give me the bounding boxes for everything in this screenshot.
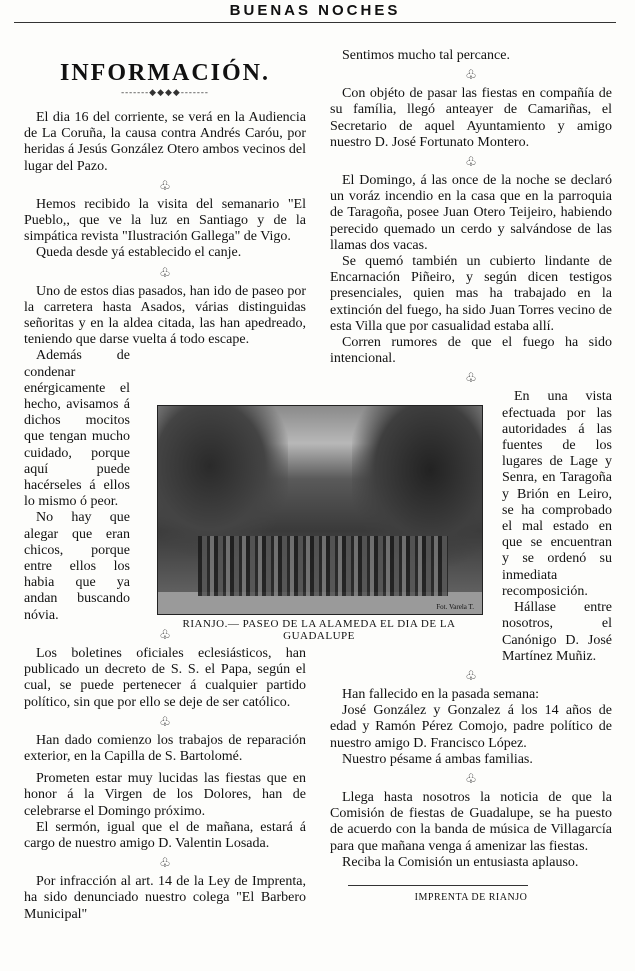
heading-divider: -------◆◆◆◆------- bbox=[121, 87, 209, 97]
ornament-icon: ♧ bbox=[159, 177, 171, 193]
ornament-icon: ♧ bbox=[465, 154, 477, 170]
ornament-icon: ♧ bbox=[159, 713, 171, 729]
section-heading: INFORMACIÓN. bbox=[60, 60, 270, 86]
news-item: No hay que alegar que eran chicos, porque entre ellos los habia que ya andan buscando nóvia. bbox=[24, 510, 130, 623]
news-item: El Domingo, á las once de la noche se declaró un voráz incendio en la casa que en la parroquia de Taragoña, posee Juan Otero Teijeiro, habiendo perecido quemado un cerdo y salvándose de las llamas dos vacas. bbox=[330, 173, 612, 253]
newspaper-title: BUENAS NOCHES bbox=[229, 2, 401, 19]
news-item: En una vista efectuada por las autoridades á las fuentes de los lugares de Lage y Senra, en Taragoña y Brión en Leiro, se ha comprobado el mal estado en que se encuentran y se ordenó su inmediata recomposición. bbox=[502, 389, 612, 599]
footer-rule bbox=[348, 885, 528, 886]
photo-caption: RIANJO.— PASEO DE LA ALAMEDA EL DIA DE LA GUADALUPE bbox=[182, 618, 456, 642]
news-item: Hállase entre nosotros, el Canónigo D. José Martínez Muñiz. bbox=[502, 600, 612, 664]
news-item: Sentimos mucho tal percance. bbox=[342, 48, 510, 63]
photo-trees-left bbox=[158, 406, 288, 556]
news-item: Han fallecido en la pasada semana: bbox=[342, 686, 540, 702]
news-item: Además de condenar enérgicamente el hecho, avisamos á dichos mocitos que tengan mucho cuidado, porque aquí puede hacérseles á ellos lo mismo ó peor. bbox=[24, 348, 130, 510]
news-item: Nuestro pésame á ambas familias. bbox=[342, 751, 533, 767]
photo-credit: Fot. Varela T. bbox=[436, 603, 474, 611]
news-item: Reciba la Comisión un entusiasta aplauso. bbox=[342, 854, 579, 870]
news-item: José González y Gonzalez á los 14 años de edad y Ramón Pérez Comojo, padre político de nuestro amigo D. Francisco López. bbox=[330, 703, 612, 751]
news-item: Prometen estar muy lucidas las fiestas que en honor á la Virgen de los Dolores, han de celebrarse el Domingo próximo. bbox=[24, 771, 306, 819]
page-header bbox=[14, 2, 616, 23]
news-item: Hemos recibido la visita del semanario "El Pueblo,, que ve la luz en Santiago y de la simpática revista "Ilustración Gallega" de Vigo. bbox=[24, 196, 306, 245]
news-item: El dia 16 del corriente, se verá en la Audiencia de La Coruña, la causa contra Andrés Caróu, por heridas á Jesús González Otero ambos vecinos del lugar del Pazo. bbox=[24, 110, 306, 174]
news-item: Uno de estos dias pasados, han ido de paseo por la carretera hasta Asados, várias distinguidas señoritas y en la aldea citada, las han apedreado, teniendo que darse vuelta á todo escape. bbox=[24, 283, 306, 348]
ornament-icon: ♧ bbox=[159, 626, 171, 642]
ornament-icon: ♧ bbox=[159, 264, 171, 280]
ornament-icon: ♧ bbox=[465, 370, 477, 386]
ornament-icon: ♧ bbox=[465, 667, 477, 683]
printer-imprint: IMPRENTA DE RIANJO bbox=[414, 891, 528, 903]
ornament-icon: ♧ bbox=[465, 770, 477, 786]
ornament-icon: ♧ bbox=[465, 67, 477, 83]
news-item: Por infracción al art. 14 de la Ley de Imprenta, ha sido denunciado nuestro colega "El Barbero Municipal" bbox=[24, 874, 306, 922]
news-item: Corren rumores de que el fuego ha sido intencional. bbox=[330, 335, 612, 367]
news-item: Con objéto de pasar las fiestas en compañía de su família, llegó anteayer de Camariñas, el Secretario de aquel Ayuntamiento y amigo nuestro D. José Fortunato Montero. bbox=[330, 86, 612, 150]
news-item: Los boletines oficiales eclesiásticos, han publicado un decreto de S. S. el Papa, según el cual, se puede pertenecer á cualquier partido político, sin que por ello se deje de ser católico. bbox=[24, 645, 306, 710]
ornament-icon: ♧ bbox=[159, 855, 171, 871]
news-item: Se quemó también un cubierto lindante de Encarnación Piñeiro, y según dicen testigos presenciales, quien mas ha trabajado en la extinción del fuego, ha sido Juan Torres vecino de esta Villa que por casualidad estaba allí. bbox=[330, 254, 612, 334]
news-item: Han dado comienzo los trabajos de reparación exterior, en la Capilla de S. Bartolomé. bbox=[24, 732, 306, 764]
alameda-photo bbox=[157, 405, 483, 615]
news-item: Queda desde yá establecido el canje. bbox=[36, 245, 242, 261]
news-item: Llega hasta nosotros la noticia de que la Comisión de fiestas de Guadalupe, se ha puesto de acuerdo con la banda de música de Villagarcía para que mañana venga á amenizar las fiestas. bbox=[330, 789, 612, 854]
photo-figure bbox=[157, 405, 481, 642]
news-item: El sermón, igual que el de mañana, estará á cargo de nuestro amigo D. Valentin Losada. bbox=[24, 819, 306, 851]
photo-crowd bbox=[198, 536, 448, 596]
